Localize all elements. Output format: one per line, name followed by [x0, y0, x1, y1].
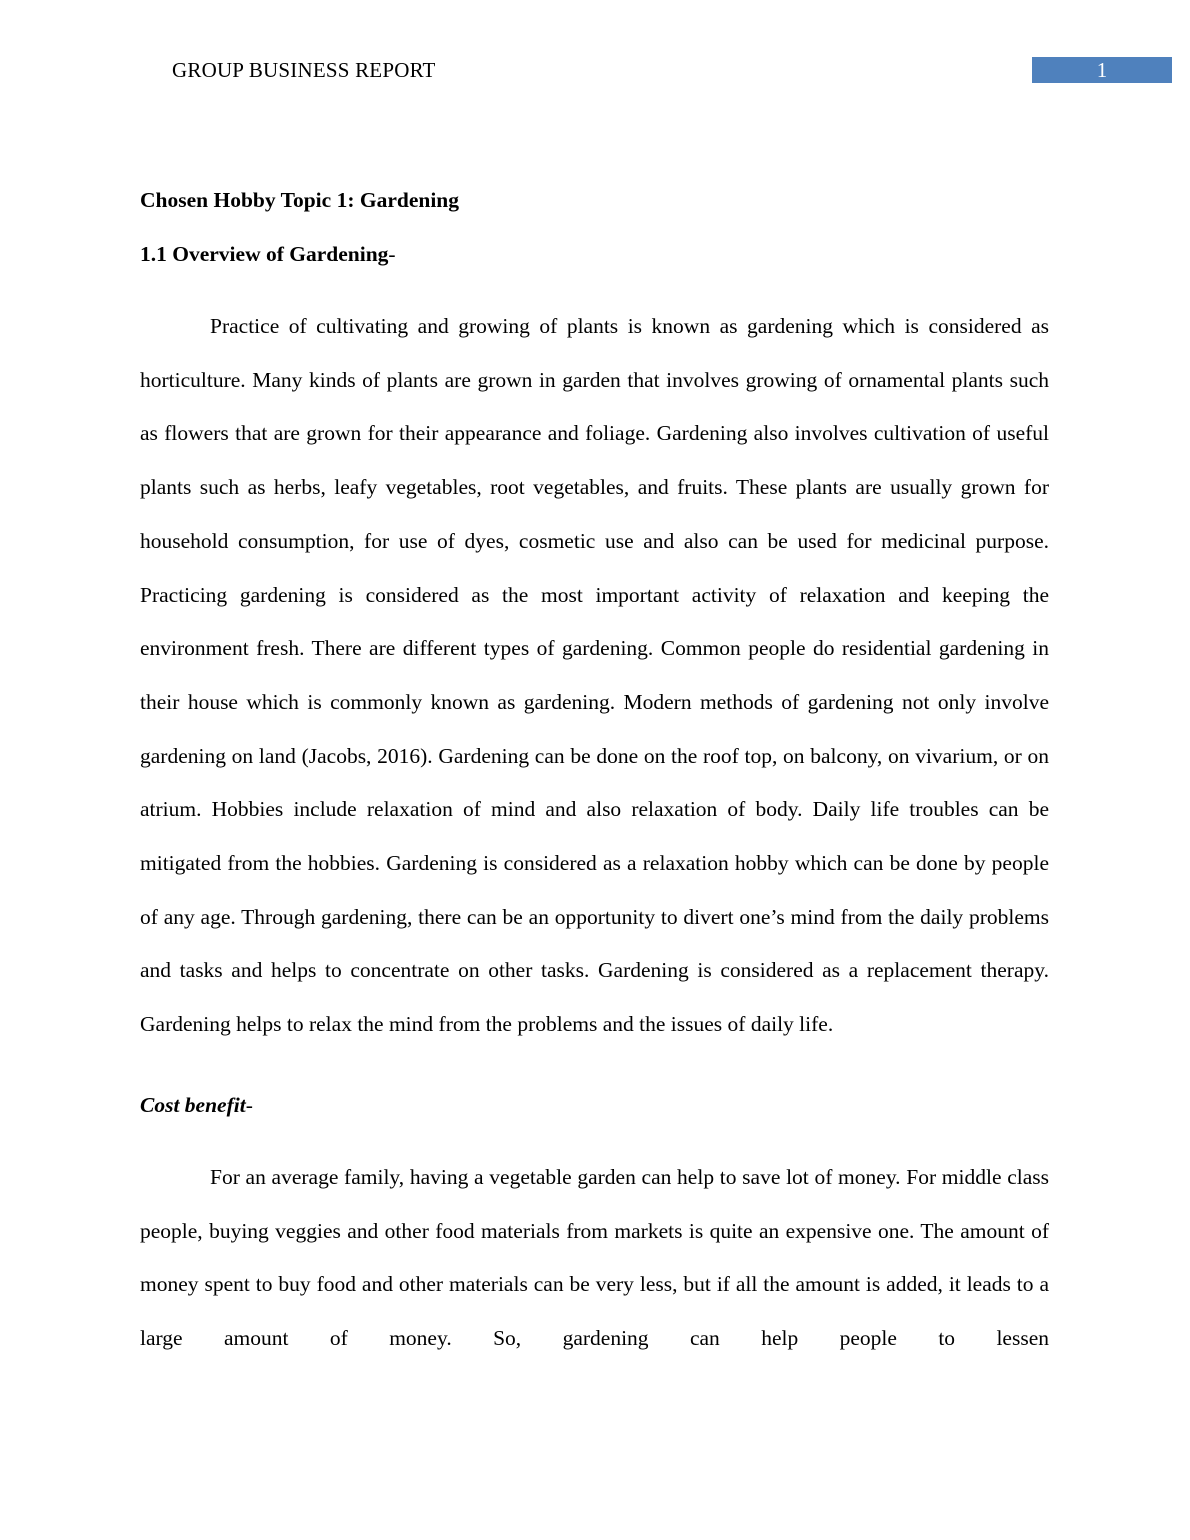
overview-heading-text: 1.1 Overview of Gardening — [140, 242, 389, 266]
overview-heading-suffix: - — [388, 242, 396, 266]
overview-paragraph: Practice of cultivating and growing of plants is known as gardening which is considered as horticulture. Many kinds of plants are grown in garden that involves growing of ornamental plants such as flowers that are grown for their appearance and foliage. Gardening also involves cultivation of useful plants such as herbs, leafy vegetables, root vegetables, and fruits. These plants are usually grown for household consumption, for use of dyes, cosmetic use and also can be used for medicinal purpose. Practicing gardening is considered as the most important activity of relaxation and keeping the environment fresh. There are different types of gardening. Common people do residential gardening in their house which is commonly known as gardening. Modern methods of gardening not only involve gardening on land (Jacobs, 2016). Gardening can be done on the roof top, on balcony, on vivarium, or on atrium. Hobbies include relaxation of mind and also relaxation of body. Daily life troubles can be mitigated from the hobbies. Gardening is considered as a relaxation hobby which can be done by people of any age. Through gardening, there can be an opportunity to divert one’s mind from the daily problems and tasks and helps to concentrate on other tasks. Gardening is considered as a replacement therapy. Gardening helps to relax the mind from the problems and the issues of daily life. — [140, 314, 1049, 1037]
overview-heading — [140, 234, 1049, 274]
topic-heading: Chosen Hobby Topic 1: Gardening — [140, 188, 460, 212]
document-body — [140, 180, 1049, 1419]
cost-heading-text: Cost benefit — [140, 1092, 246, 1117]
cost-heading-suffix: - — [245, 1092, 253, 1117]
cost-paragraph: For an average family, having a vegetable garden can help to save lot of money. For middle class people, buying veggies and other food materials from markets is quite an expensive one. The amount of money spent to buy food and other materials can be very less, but if all the amount is added, it leads to a large amount of money. So, gardening can help people to lessen — [140, 1164, 1049, 1350]
page-number: 1 — [1032, 57, 1172, 83]
running-head: GROUP BUSINESS REPORT — [172, 58, 436, 82]
cost-heading — [140, 1085, 1049, 1125]
